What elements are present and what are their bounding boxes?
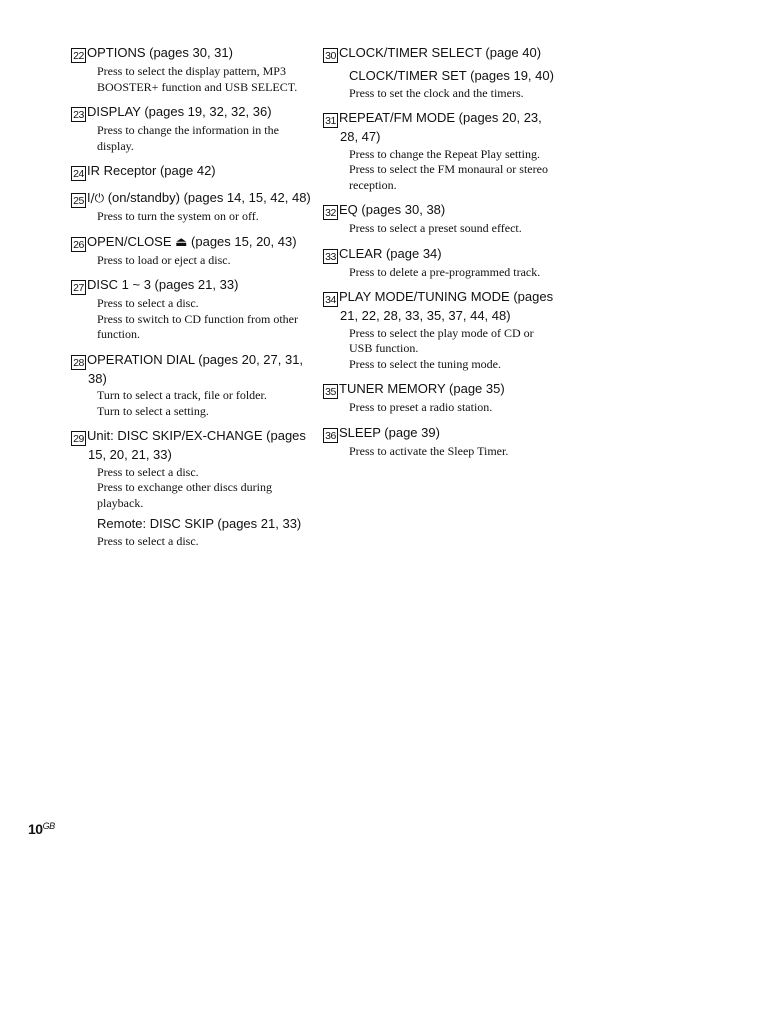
legend-entry bbox=[323, 44, 555, 101]
entry-description bbox=[349, 265, 555, 281]
entry-heading bbox=[71, 351, 311, 388]
entry-description bbox=[97, 253, 311, 269]
item-number-badge: 33 bbox=[323, 249, 338, 264]
description-line: Turn to select a setting. bbox=[97, 403, 209, 418]
item-number-badge: 36 bbox=[323, 428, 338, 443]
entry-subheading: Remote: DISC SKIP (pages 21, 33) bbox=[97, 516, 302, 531]
entry-title: SLEEP (page 39) bbox=[339, 424, 440, 440]
entry-heading bbox=[323, 424, 555, 443]
legend-entry bbox=[323, 424, 555, 460]
legend-entry bbox=[71, 276, 311, 343]
item-number-badge: 34 bbox=[323, 292, 338, 307]
entry-heading bbox=[71, 44, 311, 63]
entry-description bbox=[97, 465, 311, 512]
legend-entry bbox=[323, 201, 555, 237]
item-number-badge: 24 bbox=[71, 166, 86, 181]
entry-heading bbox=[323, 201, 555, 220]
legend-entry bbox=[71, 44, 311, 95]
item-number-badge: 29 bbox=[71, 431, 86, 446]
description-line: Press to select a disc. bbox=[97, 296, 199, 310]
item-number-badge: 30 bbox=[323, 48, 338, 63]
entry-heading bbox=[323, 288, 555, 325]
entry-title: OPERATION DIAL (pages 20, 27, 31, 38) bbox=[87, 351, 304, 386]
entry-title: (on/standby) (pages 14, 15, 42, 48) bbox=[104, 190, 311, 205]
description-line: Press to select the tuning mode. bbox=[349, 356, 501, 371]
entry-title: DISPLAY (pages 19, 32, 32, 36) bbox=[87, 104, 272, 119]
entry-description bbox=[97, 388, 311, 419]
item-number-badge: 35 bbox=[323, 384, 338, 399]
legend-entry bbox=[71, 427, 311, 549]
description-line: Press to turn the system on or off. bbox=[97, 209, 259, 223]
entry-heading bbox=[71, 427, 311, 464]
description-line: Press to load or eject a disc. bbox=[97, 252, 231, 267]
description-line: Press to activate the Sleep Timer. bbox=[349, 443, 509, 458]
entry-description bbox=[349, 86, 555, 102]
item-number-badge: 23 bbox=[71, 107, 86, 122]
entry-subheading: CLOCK/TIMER SET (pages 19, 40) bbox=[349, 68, 554, 83]
page-number-value: 10 bbox=[28, 821, 43, 837]
description-line: Press to set the clock and the timers. bbox=[349, 85, 524, 100]
page-number bbox=[28, 821, 55, 837]
legend-entry bbox=[71, 103, 311, 154]
entry-title: TUNER MEMORY (page 35) bbox=[339, 381, 505, 396]
entry-description bbox=[349, 326, 555, 373]
description-line: Press to change the Repeat Play setting. bbox=[349, 146, 540, 161]
description-line: Press to select the display pattern, MP3 BOOSTER+ function and USB SELECT. bbox=[97, 64, 298, 94]
description-line: Press to switch to CD function from other function. bbox=[97, 311, 298, 341]
legend-entry bbox=[323, 380, 555, 416]
entry-description bbox=[349, 444, 555, 460]
entry-title: EQ (pages 30, 38) bbox=[339, 202, 446, 217]
legend-entry bbox=[71, 351, 311, 420]
legend-entry bbox=[71, 189, 311, 225]
description-line: Press to select a preset sound effect. bbox=[349, 221, 522, 235]
right-column bbox=[323, 44, 555, 467]
page-number-suffix: GB bbox=[42, 821, 55, 831]
item-number-badge: 32 bbox=[323, 205, 338, 220]
description-line: Press to select a disc. bbox=[97, 533, 199, 548]
entry-description bbox=[97, 123, 311, 154]
entry-title: CLOCK/TIMER SELECT (page 40) bbox=[339, 45, 542, 60]
description-line: Press to preset a radio station. bbox=[349, 400, 493, 414]
legend-entry bbox=[323, 245, 555, 281]
entry-heading bbox=[323, 44, 555, 63]
item-number-badge: 26 bbox=[71, 237, 86, 252]
legend-entry bbox=[71, 162, 311, 181]
entry-title: Unit: DISC SKIP/EX-CHANGE (pages 15, 20, 21, 33) bbox=[87, 428, 306, 462]
item-number-badge: 27 bbox=[71, 280, 86, 295]
legend-entry bbox=[323, 109, 555, 193]
description-line: Press to select the FM monaural or stereo reception. bbox=[349, 162, 548, 192]
entry-title: IR Receptor (page 42) bbox=[87, 163, 216, 178]
description-line: Press to select a disc. bbox=[97, 464, 199, 479]
entry-heading bbox=[71, 233, 311, 252]
item-number-badge: 31 bbox=[323, 113, 338, 128]
item-number-badge: 25 bbox=[71, 193, 86, 208]
description-line: Press to delete a pre-programmed track. bbox=[349, 264, 541, 279]
description-line: Press to exchange other discs during playback. bbox=[97, 480, 272, 510]
entry-heading bbox=[71, 276, 311, 295]
item-number-badge: 28 bbox=[71, 355, 86, 370]
legend-entry bbox=[323, 288, 555, 372]
entry-description bbox=[97, 64, 311, 95]
entry-heading bbox=[323, 109, 555, 146]
entry-title: OPTIONS (pages 30, 31) bbox=[87, 45, 233, 60]
entry-heading bbox=[71, 103, 311, 122]
description-line: Turn to select a track, file or folder. bbox=[97, 388, 267, 402]
entry-title: PLAY MODE/TUNING MODE (pages 21, 22, 28, 33, 35, 37, 44, 48) bbox=[339, 289, 554, 323]
entry-description bbox=[349, 147, 555, 194]
description-line: Press to select the play mode of CD or USB function. bbox=[349, 325, 534, 355]
entry-heading bbox=[71, 189, 311, 208]
left-column bbox=[71, 44, 311, 557]
entry-description bbox=[97, 209, 311, 225]
legend-entry bbox=[71, 233, 311, 269]
entry-heading bbox=[71, 162, 311, 181]
entry-title: CLEAR (page 34) bbox=[339, 245, 442, 261]
entry-heading bbox=[323, 245, 555, 264]
item-number-badge: 22 bbox=[71, 48, 86, 63]
entry-title: REPEAT/FM MODE (pages 20, 23, 28, 47) bbox=[339, 110, 542, 144]
power-standby-icon: I/⏻ bbox=[87, 191, 105, 205]
entry-description bbox=[97, 296, 311, 343]
entry-description bbox=[349, 400, 555, 416]
entry-description bbox=[349, 221, 555, 237]
entry-description bbox=[97, 534, 311, 550]
entry-title: OPEN/CLOSE ⏏ (pages 15, 20, 43) bbox=[87, 233, 297, 249]
entry-heading bbox=[323, 380, 555, 399]
description-line: Press to change the information in the display. bbox=[97, 123, 279, 153]
entry-title: DISC 1 ~ 3 (pages 21, 33) bbox=[87, 277, 239, 292]
